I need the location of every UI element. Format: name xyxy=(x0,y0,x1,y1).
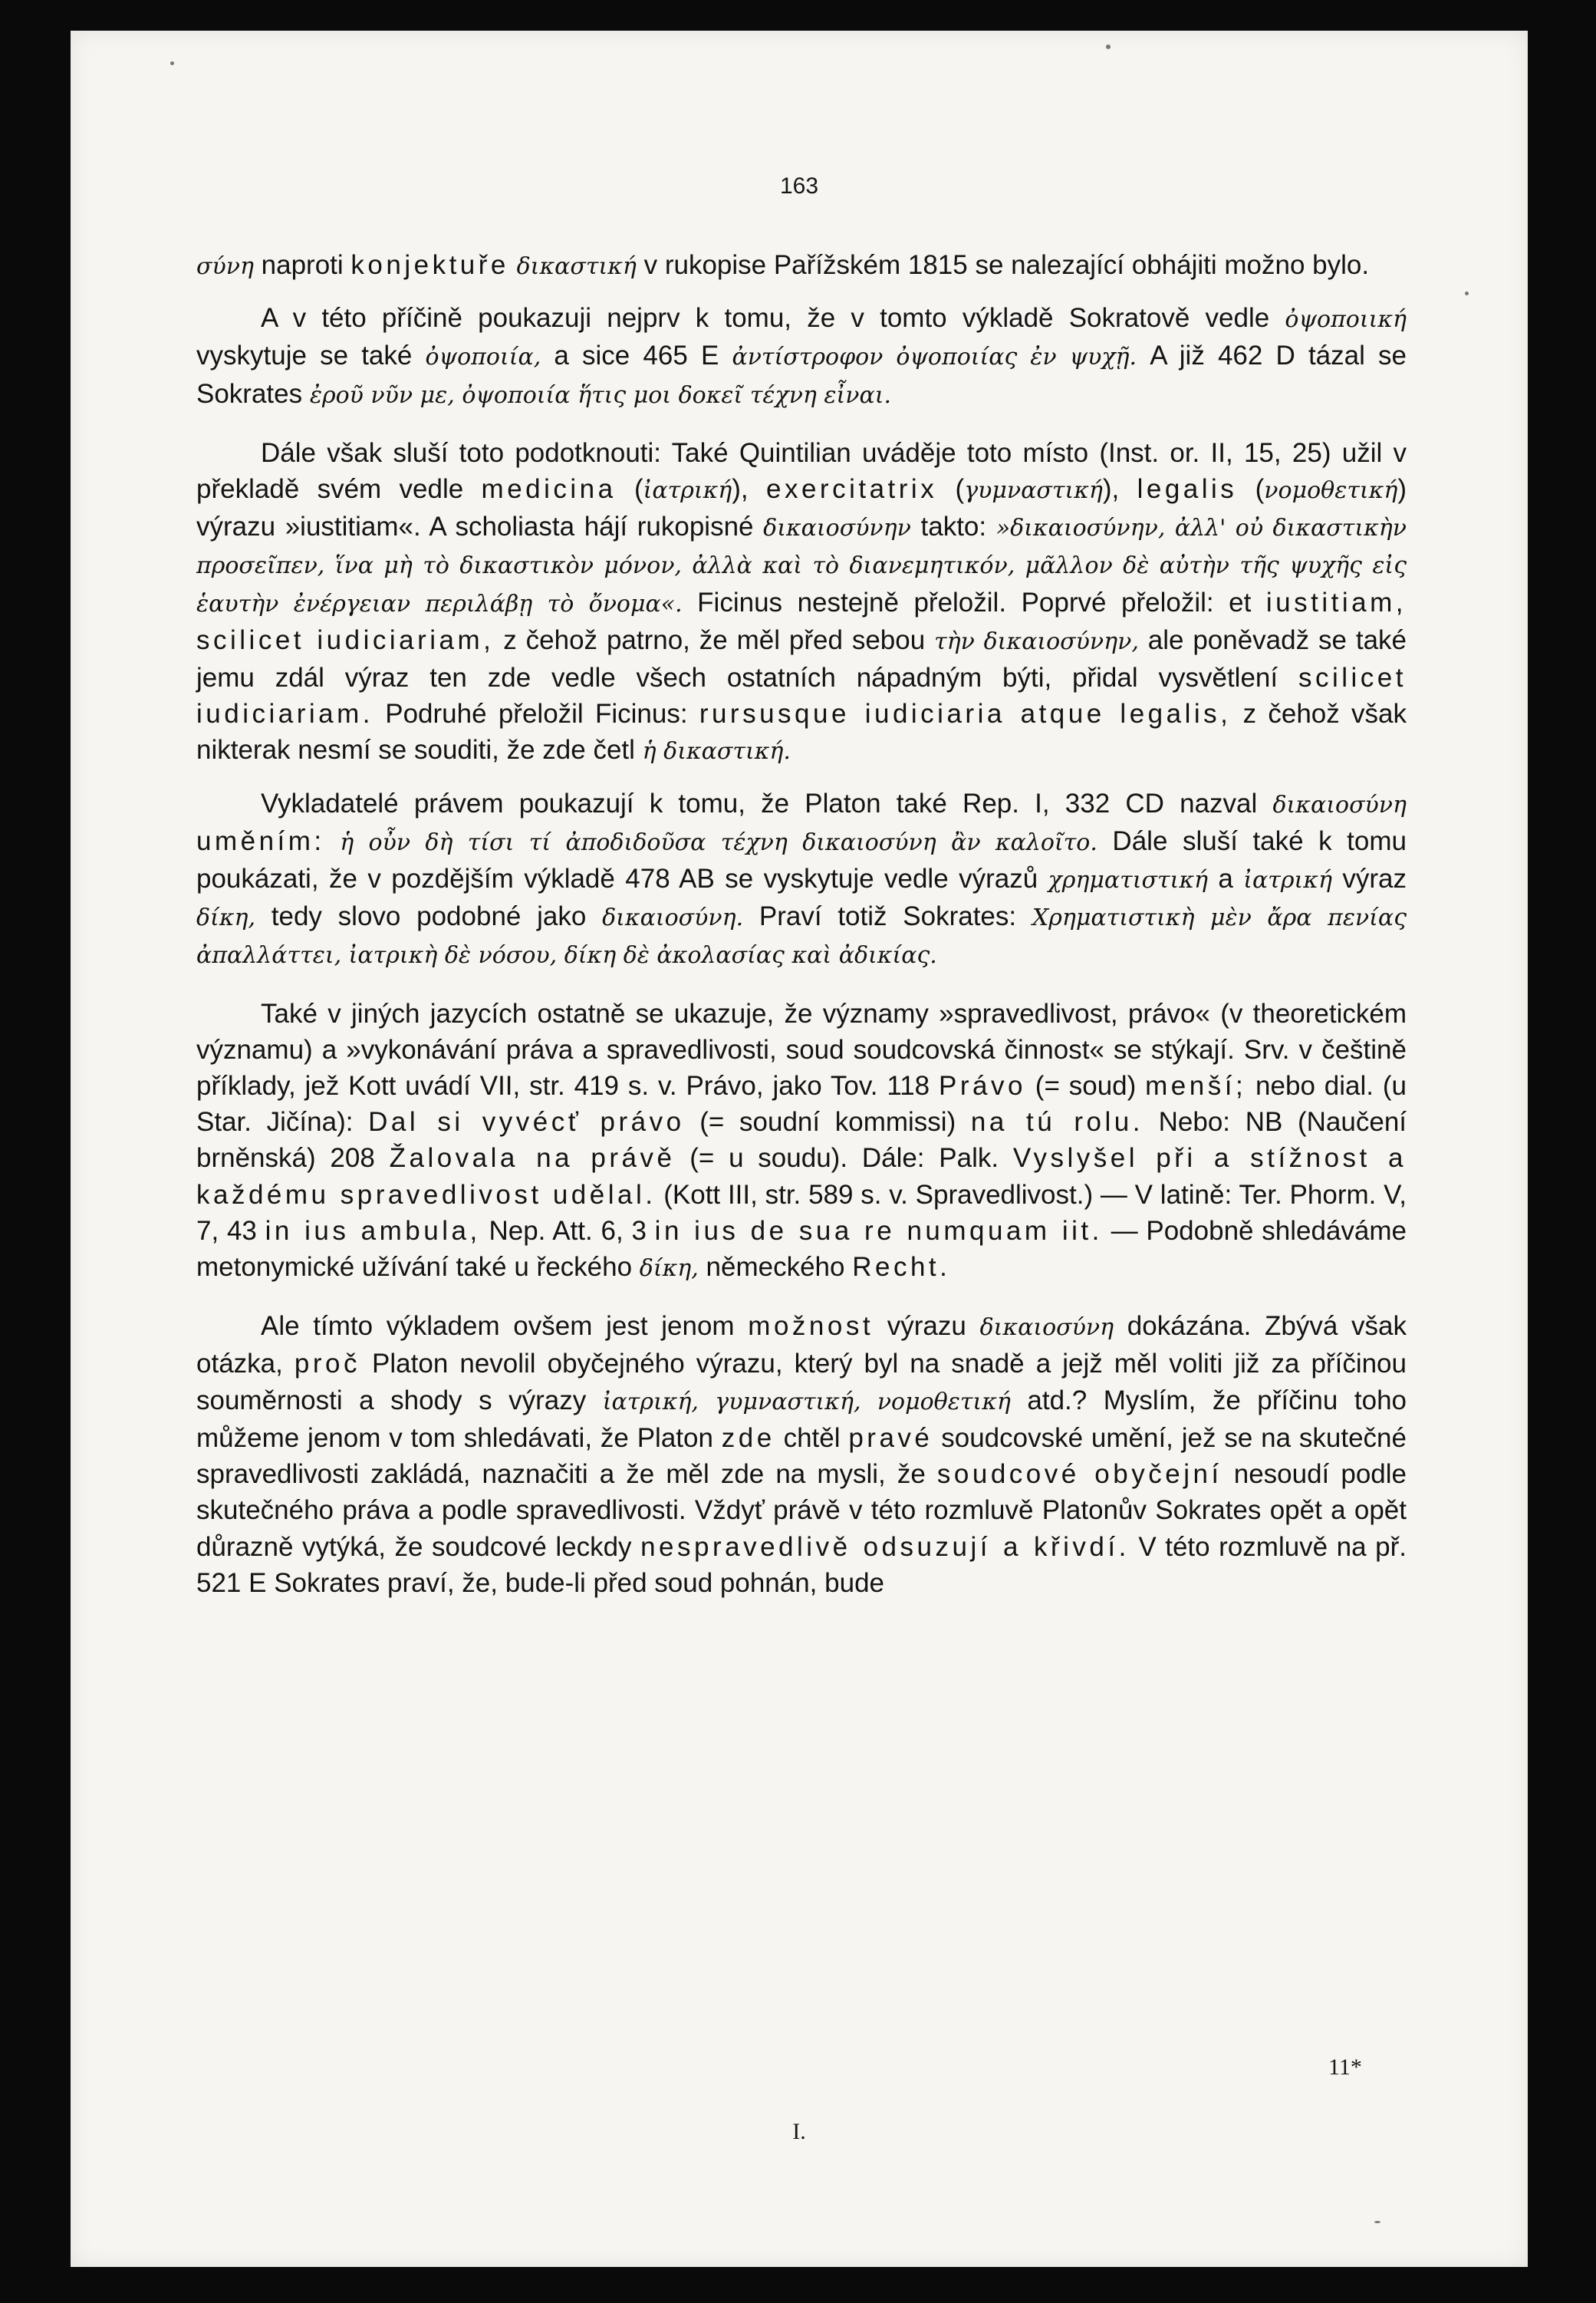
text-run: naproti xyxy=(253,250,351,280)
text-run xyxy=(509,250,517,280)
text-run: ( xyxy=(937,474,965,505)
text-run: vyskytuje se také xyxy=(196,341,426,371)
text-run: A v této příčině poukazuji nejprv k tomu, že v tomto výkladě Sokratově vedle xyxy=(261,303,1285,334)
spaced-emphasis: menší; xyxy=(1145,1071,1247,1102)
spaced-emphasis: Žalovala na právě xyxy=(389,1143,676,1174)
spaced-emphasis: Dal si vyvécť právo xyxy=(368,1107,685,1138)
text-run: ), xyxy=(1102,474,1137,505)
text-run: Nep. Att. 6, 3 xyxy=(480,1215,655,1246)
text-run xyxy=(325,826,341,856)
scan-speck xyxy=(1374,2221,1380,2223)
text-run: atd.? Myslím, že příčinu toho můžeme jenom v tom shledávati, že Platon xyxy=(196,1385,1407,1453)
spaced-emphasis: možnost xyxy=(748,1311,874,1342)
greek-text: ὀψοποιία, xyxy=(425,344,541,371)
spaced-emphasis: soudcové obyčejní xyxy=(936,1459,1223,1490)
text-run: Praví totiž Sokrates: xyxy=(743,901,1032,932)
text-run: (Kott III, str. 589 s. v. Spravedlivost.) — V latině: Ter. Phorm. V, 7, 43 xyxy=(196,1179,1407,1246)
text-run: Dále sluší také k tomu poukázati, že v pozdějším výkladě 478 AB se vyskytuje vedle výrazů xyxy=(196,825,1407,895)
paragraph xyxy=(196,996,1407,1287)
text-run: z čehož patrno, že měl před sebou xyxy=(494,624,935,655)
text-run: nesoudí podle skutečného práva a podle spravedlivosti. Vždyť právě v této rozmluvě Platonův Sokrates opět a opět důrazně vytýká, že soudcové leckdy xyxy=(196,1459,1407,1562)
greek-text: ἰατρική xyxy=(643,477,732,505)
spaced-emphasis: exercitatrix xyxy=(766,474,938,505)
greek-text: ἰατρική, γυμναστική, νομοθετική xyxy=(602,1388,1011,1415)
text-run: Ficinus nestejně přeložil. Poprvé přeložil: et xyxy=(682,587,1266,618)
text-run: a sice 465 E xyxy=(541,341,732,371)
body-text xyxy=(196,247,1407,1601)
greek-text: τὴν δικαιοσύνην, xyxy=(934,628,1139,655)
text-run: a xyxy=(1207,864,1244,895)
greek-text: »δικαιοσύνην, ἀλλ' οὐ δικαστικὴν προσεῖπεν, ἵνα μὴ τὸ δικαστικὸν μόνον, ἀλλὰ καὶ τὸ διανεμητικόν, μᾶλλον δὲ αὐτὴν τῆς ψυχῆς εἰς ἑαυτὴν ἐνέργειαν περιλάβῃ τὸ ὄνομα«. xyxy=(196,515,1407,618)
text-run: výraz xyxy=(1331,864,1407,895)
spaced-emphasis: pravé xyxy=(848,1422,933,1453)
scanned-page xyxy=(71,31,1528,2267)
spaced-emphasis: Vyslyšel při a stížnost a každému spravedlivost udělal. xyxy=(196,1143,1407,1210)
spaced-emphasis: konjektuře xyxy=(350,250,509,280)
greek-text: ἡ δικαστική. xyxy=(642,738,791,766)
text-run: výrazu xyxy=(874,1311,980,1342)
text-run: Dále však sluší toto podotknouti: Také Quintilian uváděje toto místo (Inst. or. II, 15, 25) užil v překladě svém vedle xyxy=(196,437,1407,505)
text-run: Ale tímto výkladem ovšem jest jenom xyxy=(261,1311,749,1342)
greek-text: ἡ οὖν δὴ τίσι τί ἀποδιδοῦσα τέχνη δικαιοσύνη ἂν καλοῖτο. xyxy=(340,829,1097,856)
greek-text: σύνη xyxy=(196,253,254,280)
text-run: dokázána. Zbývá však otázka, xyxy=(196,1311,1407,1379)
spaced-emphasis: proč xyxy=(294,1349,360,1379)
scan-speck xyxy=(170,61,174,65)
text-run: ( xyxy=(1237,474,1265,505)
spaced-emphasis: na tú rolu. xyxy=(970,1107,1144,1138)
spaced-emphasis: medicina xyxy=(481,474,617,505)
text-run: z čehož však nikterak nesmí se souditi, že zde četl xyxy=(196,699,1407,766)
spaced-emphasis: rursusque iudiciaria atque legalis, xyxy=(699,699,1232,730)
signature-mark: 11* xyxy=(1328,2054,1362,2080)
greek-text: νομοθετική xyxy=(1264,477,1398,505)
spaced-emphasis: in ius de sua re numquam iit. xyxy=(654,1215,1103,1246)
spaced-emphasis: scilicet iudiciariam. xyxy=(196,663,1407,730)
sheet-mark: I. xyxy=(792,2119,806,2144)
spaced-emphasis: iustitiam, scilicet iudiciariam, xyxy=(196,587,1407,655)
greek-text: δίκη, xyxy=(196,904,256,932)
text-run: A již 462 D tázal se Sokrates xyxy=(196,341,1407,409)
text-run: soudcovské umění, jež se na skutečné spravedlivosti zakládá, naznačiti a že měl zde na mysli, že xyxy=(196,1422,1407,1490)
text-run: tedy slovo podobné jako xyxy=(255,901,603,932)
text-run: Podruhé přeložil Ficinus: xyxy=(373,699,699,730)
text-run: (= u soudu). Dále: Palk. xyxy=(675,1143,1013,1174)
paragraph xyxy=(196,247,1407,285)
text-run: ), xyxy=(732,474,766,505)
greek-text: δικαιοσύνη xyxy=(979,1314,1114,1342)
greek-text: Χρηματιστικὴ μὲν ἄρα πενίας ἀπαλλάττει, ἰατρικὴ δὲ νόσου, δίκη δὲ ἀκολασίας καὶ ἀδικίας. xyxy=(196,904,1407,970)
greek-text: γυμναστική xyxy=(964,477,1103,505)
greek-text: ἰατρική xyxy=(1243,867,1332,895)
page-number: 163 xyxy=(779,173,819,199)
greek-text: δικαιοσύνην xyxy=(763,515,911,542)
text-run: v rukopise Pařížském 1815 se nalezající obhájiti možno bylo. xyxy=(636,250,1370,280)
spaced-emphasis: uměním: xyxy=(196,825,325,856)
text-run: (= soud) xyxy=(1025,1071,1146,1102)
greek-text: δικαιοσύνη xyxy=(1272,791,1407,819)
text-run: V této rozmluvě na př. 521 E Sokrates praví, že, bude-li před soud pohnán, bude xyxy=(196,1531,1407,1598)
paragraph xyxy=(196,1308,1407,1601)
paragraph xyxy=(196,786,1407,974)
text-run: ) výrazu »iustitiam«. A scholiasta hájí rukopisné xyxy=(196,474,1407,542)
greek-text: χρηματιστική xyxy=(1048,867,1208,895)
paragraph xyxy=(196,435,1407,770)
paragraph xyxy=(196,300,1407,413)
greek-text: δικαιοσύνη. xyxy=(602,904,744,932)
text-run: ( xyxy=(616,474,643,505)
text-run: Také v jiných jazycích ostatně se ukazuje, že významy »spravedlivost, právo« (v theoretickém významu) a »vykonávání práva a spravedlivosti, soud soudcovská činnost« se stýkají. Srv. v češtině příklady, jež Kott uvádí VII, str. 419 s. v. Právo, jako Tov. 118 xyxy=(196,998,1407,1102)
text-run: Vykladatelé právem poukazují k tomu, že Platon také Rep. I, 332 CD nazval xyxy=(261,788,1273,819)
spaced-emphasis: nespravedlivě odsuzují a křivdí. xyxy=(640,1531,1130,1562)
spaced-emphasis: legalis xyxy=(1137,474,1238,505)
greek-text: ἐροῦ νῦν με, ὀψοποιία ἥτις μοι δοκεῖ τέχνη εἶναι. xyxy=(309,381,892,409)
greek-text: ὀψοποιική xyxy=(1285,306,1407,334)
text-run: ale poněvadž se také jemu zdál výraz ten zde vedle všech ostatních nápadným býti, přidal vysvětlení xyxy=(196,624,1407,694)
text-run: nebo dial. (u Star. Jičína): xyxy=(196,1071,1407,1138)
text-run: — Podobně shledáváme metonymické užívání také u řeckého xyxy=(196,1215,1407,1283)
scan-speck xyxy=(1465,292,1469,295)
text-run: chtěl xyxy=(775,1422,849,1453)
greek-text: δίκη, xyxy=(639,1255,699,1283)
spaced-emphasis: in ius ambula, xyxy=(265,1215,481,1246)
greek-text: δικαστική xyxy=(516,253,637,280)
scan-speck xyxy=(1106,44,1111,49)
spaced-emphasis: Právo xyxy=(939,1071,1026,1102)
text-run: (= soudní kommissi) xyxy=(684,1107,971,1138)
text-run: Platon nevolil obyčejného výrazu, který byl na snadě a jejž měl voliti již za příčinou souměrnosti a shody s výrazy xyxy=(196,1349,1407,1415)
text-run: německého xyxy=(698,1252,853,1283)
spaced-emphasis: Recht. xyxy=(852,1252,951,1283)
text-run: Nebo: NB (Naučení brněnská) 208 xyxy=(196,1107,1407,1174)
text-run: takto: xyxy=(910,512,996,542)
greek-text: ἀντίστροφον ὀψοποιίας ἐν ψυχῇ. xyxy=(732,344,1137,371)
spaced-emphasis: zde xyxy=(721,1422,775,1453)
